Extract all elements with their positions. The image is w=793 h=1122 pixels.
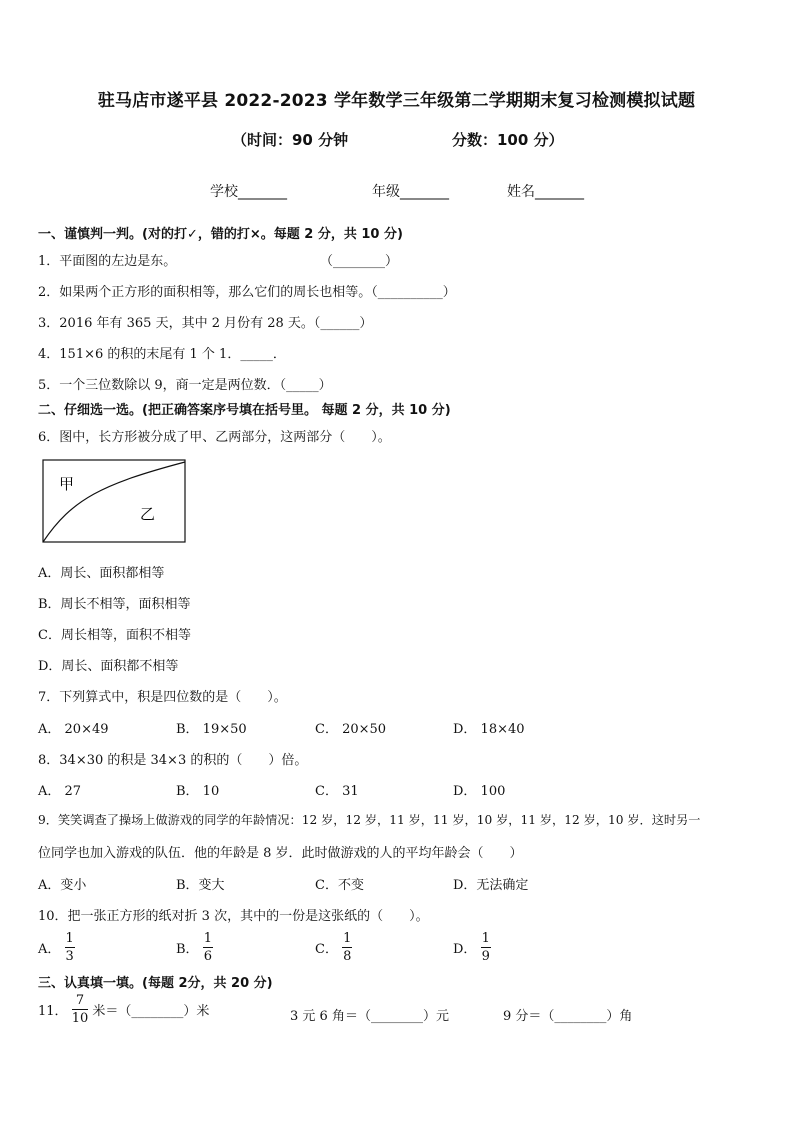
q10-option-a-fraction (65, 932, 75, 963)
question-11 (38, 994, 209, 1025)
section3-title: 三、认真填一填。(每题 2分，共 20 分) (38, 976, 273, 991)
q10-option-b (176, 932, 213, 963)
q10-a-den: 3 (65, 949, 74, 964)
q10-option-d-label: D． (453, 942, 477, 957)
section2-title: 二、仔细选一选。(把正确答案序号填在括号里。 每题 2 分，共 10 分) (38, 403, 451, 418)
exam-time: （时间：90 分钟 (232, 131, 349, 149)
q6-option-a: A．周长、面积都相等 (38, 566, 165, 581)
q10-d-num: 1 (481, 931, 490, 946)
q7-option-a: A． 20×49 (38, 722, 109, 737)
q10-b-den: 6 (203, 949, 212, 964)
question-11-label: 11． (38, 1004, 68, 1019)
q10-option-b-label: B． (176, 942, 199, 957)
question-5: 5．一个三位数除以 9，商一定是两位数．（_____） (38, 378, 332, 393)
figure-label-jia: 甲 (59, 475, 75, 493)
name-field: 姓名_______ (507, 184, 584, 200)
question-4: 4．151×6 的积的末尾有 1 个 1．_____． (38, 347, 286, 362)
question-1-blank: （________） (320, 254, 399, 269)
q10-option-a (38, 932, 75, 963)
school-field: 学校_______ (210, 184, 287, 200)
q11-part3: 9 分＝（________）角 (503, 1009, 633, 1024)
q9-option-c: C．不变 (315, 878, 364, 893)
q11-den: 10 (71, 1011, 89, 1026)
exam-score: 分数：100 分） (452, 131, 564, 149)
figure-label-yi: 乙 (140, 505, 156, 523)
q10-option-a-label: A． (38, 942, 61, 957)
q10-b-num: 1 (203, 931, 212, 946)
q7-option-b: B． 19×50 (176, 722, 247, 737)
q10-option-b-fraction (203, 932, 213, 963)
question-8: 8．34×30 的积是 34×3 的积的（ ）倍。 (38, 753, 308, 768)
q7-option-d: D． 18×40 (453, 722, 525, 737)
q11-part1: 米＝（________）米 (92, 1004, 210, 1019)
q9-option-a: A．变小 (38, 878, 87, 893)
q11-num: 7 (72, 994, 89, 1010)
rectangle-figure (42, 459, 188, 545)
q6-option-b: B．周长不相等，面积相等 (38, 597, 191, 612)
page-title: 驻马店市遂平县 2022-2023 学年数学三年级第二学期期末复习检测模拟试题 (97, 91, 696, 111)
q9-option-d: D．无法确定 (453, 878, 529, 893)
question-10: 10．把一张正方形的纸对折 3 次，其中的一份是这张纸的（ ）。 (38, 909, 429, 924)
question-3: 3．2016 年有 365 天，其中 2 月份有 28 天。（______） (38, 316, 373, 331)
question-1: 1．平面图的左边是东。 (38, 254, 177, 269)
figure-rectangle (43, 460, 185, 542)
grade-field: 年级_______ (372, 184, 449, 200)
question-2: 2．如果两个正方形的面积相等，那么它们的周长也相等。（__________） (38, 285, 456, 300)
q10-option-c (315, 932, 352, 963)
q10-option-d-fraction (481, 932, 491, 963)
q10-option-c-fraction (342, 932, 352, 963)
q8-option-d: D． 100 (453, 784, 506, 799)
q8-option-a: A． 27 (38, 784, 82, 799)
q9-option-b: B．变大 (176, 878, 225, 893)
q10-c-den: 8 (343, 949, 352, 964)
question-7: 7．下列算式中，积是四位数的是（ ）。 (38, 690, 287, 705)
question-9-line2: 位同学也加入游戏的队伍．他的年龄是 8 岁．此时做游戏的人的平均年龄会（ ） (38, 846, 523, 861)
q11-part2: 3 元 6 角＝（________）元 (290, 1009, 449, 1024)
q10-option-c-label: C． (315, 942, 338, 957)
q10-option-d (453, 932, 491, 963)
q8-option-b: B． 10 (176, 784, 220, 799)
q11-fraction (72, 994, 89, 1025)
q6-option-c: C．周长相等，面积不相等 (38, 628, 191, 643)
q7-option-c: C． 20×50 (315, 722, 387, 737)
section1-title: 一、谨慎判一判。(对的打✓，错的打×。每题 2 分，共 10 分) (38, 227, 403, 242)
question-6: 6．图中，长方形被分成了甲、乙两部分，这两部分（ ）。 (38, 430, 391, 445)
q8-option-c: C． 31 (315, 784, 359, 799)
q10-a-num: 1 (65, 931, 74, 946)
q10-c-num: 1 (343, 931, 352, 946)
question-9-line1: 9．笑笑调查了操场上做游戏的同学的年龄情况：12 岁，12 岁，11 岁，11 岁，10 岁，11 岁，12 岁，10 岁．这时另一 (38, 813, 701, 827)
figure-curve (43, 462, 185, 542)
q6-option-d: D．周长、面积都不相等 (38, 659, 179, 674)
q10-d-den: 9 (481, 949, 490, 964)
